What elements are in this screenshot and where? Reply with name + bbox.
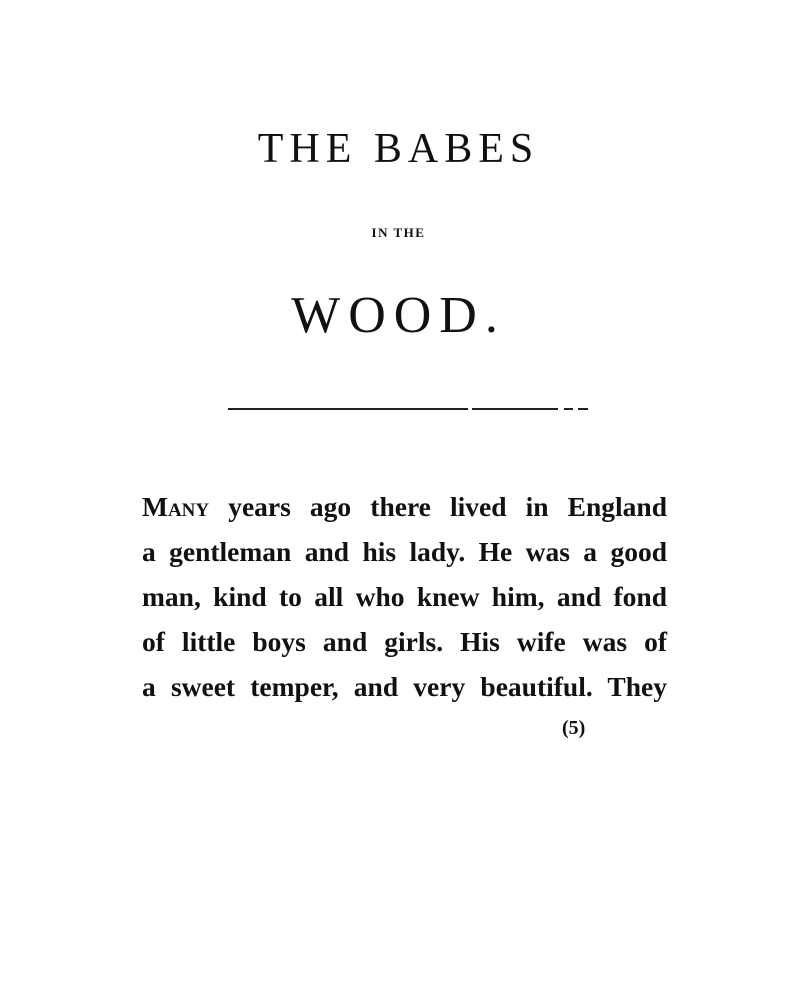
title-line-2: IN THE xyxy=(371,225,426,240)
text-line: man, kind to all who knew him, and fond xyxy=(142,581,667,612)
text-line: of little boys and girls. His wife was of xyxy=(142,626,667,657)
title-line-1: THE BABES xyxy=(257,126,540,172)
ornamental-rule xyxy=(228,406,588,412)
text-line xyxy=(142,484,667,529)
text-line-content: years ago there lived in England xyxy=(209,491,667,522)
title-line-3: WOOD. xyxy=(291,287,506,344)
page-number: (5) xyxy=(562,717,586,739)
text-line: a sweet temper, and very beautiful. They xyxy=(142,671,667,702)
text-line: a gentleman and his lady. He was a good xyxy=(142,536,667,567)
lead-word: Many xyxy=(142,491,210,522)
body-paragraph xyxy=(142,484,667,709)
